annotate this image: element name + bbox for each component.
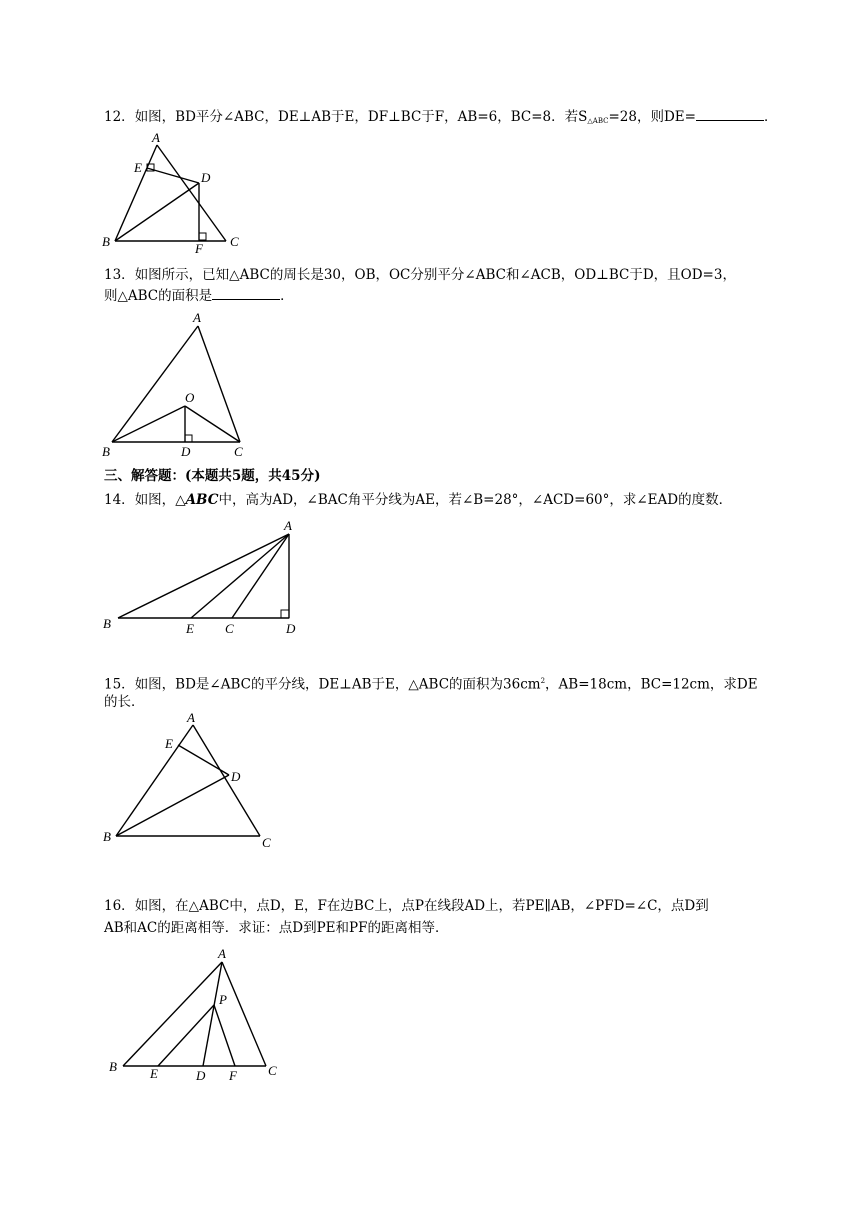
q13-label-a: A [193,310,201,325]
q13-text-line1: 如图所示，已知△ABC的周长是30，OB，OC分别平分∠ABC和∠ACB，OD⊥BC于D，且OD=3， [134,267,736,283]
q16-label-p: P [219,992,227,1007]
q13-line2 [104,287,294,305]
q13-answer-blank[interactable] [212,287,280,300]
q13-label-o: O [185,390,195,405]
q16-number: 16． [104,898,135,914]
q16-text-line2: AB和AC的距离相等．求证：点D到PE和PF的距离相等． [104,920,449,936]
q13-number: 13． [104,267,135,283]
q15-label-e: E [165,736,173,751]
q12-label-b: B [102,234,110,249]
q13-text-line2: 则△ABC的面积是 [104,288,213,304]
q14-text-a: 如图， [134,492,176,508]
q15-text-a: 如图，BD是∠ABC的平分线，DE⊥AB于E，△ABC的面积为36cm [134,676,541,693]
q15-label-d: D [231,769,241,784]
q16-side-ac [222,962,266,1066]
q13-segment-oc [185,406,240,442]
q16-label-a: A [218,946,226,961]
q13-side-ac [198,326,240,442]
q12-label-d: D [201,170,211,185]
q13-line1 [104,266,736,284]
q12-number: 12． [104,109,135,125]
q14-triangle-abc: △ABC [175,492,219,508]
q14-side-ab [118,534,289,618]
q13-segment-ob [112,406,185,442]
q14-right-angle-d [281,610,289,618]
q16-label-f: F [229,1068,237,1083]
q12-text-a: 如图，BD平分∠ABC，DE⊥AB于E，DF⊥BC于F，AB=6，BC=8．若S [134,109,588,125]
q16-line2 [104,919,448,937]
q15-label-b: B [103,829,111,844]
q15-superscript: 2 [540,677,546,685]
q16-segment-pe [158,1005,214,1066]
q15-text-b: ，AB=18cm，BC=12cm，求DE [545,676,758,693]
q16-text-line1: 如图，在△ABC中，点D，E，F在边BC上，点P在线段AD上，若PE∥AB，∠PFD=∠C，点D到 [134,898,709,914]
q14-label-d: D [286,621,296,636]
q16-segment-ad [203,962,222,1066]
q13-label-d: D [181,444,191,459]
q12-tail: ． [763,109,778,125]
q16-label-b: B [109,1059,117,1074]
q15-line1 [104,672,758,694]
q15-line2 [104,693,145,711]
q12-text-b: =28，则DE= [608,109,696,125]
q12-label-f: F [195,241,203,256]
q14-label-a: A [284,518,292,533]
q14-text-b: 中，高为AD，∠BAC角平分线为AE，若∠B=28°，∠ACD=60°，求∠EAD的度数． [218,492,733,508]
q14-label-e: E [186,621,194,636]
q14-text [104,491,732,509]
q13-right-angle-d [185,435,192,442]
q13-side-ab [112,326,198,442]
q12-right-angle-e [147,164,154,171]
q12-segment-de [147,168,199,183]
q14-bisector-ae [191,534,289,618]
q12-subscript: △ABC [587,117,609,125]
q13-label-c: C [234,444,243,459]
q12-label-e: E [134,160,142,175]
q13-label-b: B [102,444,110,459]
q15-bisector-bd [116,775,229,836]
q12-segment-bd [115,183,199,241]
q15-side-ac [193,725,260,836]
q15-label-a: A [187,710,195,725]
q14-label-c: C [225,621,234,636]
q14-number: 14． [104,492,135,508]
section-heading: 三、解答题：(本题共5题，共45分) [104,468,321,484]
q16-side-ab [123,962,222,1066]
q15-side-ab [116,725,193,836]
q16-segment-pf [214,1005,235,1066]
q16-label-e: E [150,1066,158,1081]
q14-label-b: B [103,616,111,631]
q12-right-angle-f [199,233,206,240]
q15-label-c: C [262,835,271,850]
q15-perpendicular-de [178,745,229,775]
q15-number: 15． [104,676,135,693]
q12-side-ab [115,145,157,241]
q12-text [104,108,777,130]
q16-label-d: D [196,1068,206,1083]
q15-text-line2: 的长． [104,694,145,710]
q16-line1 [104,897,709,915]
q12-label-c: C [230,234,239,249]
q12-answer-blank[interactable] [696,108,764,121]
q13-tail: ． [280,288,294,304]
q12-side-ac [157,145,226,241]
q12-label-a: A [152,130,160,145]
q14-side-ac [232,534,289,618]
q16-label-c: C [268,1063,277,1078]
